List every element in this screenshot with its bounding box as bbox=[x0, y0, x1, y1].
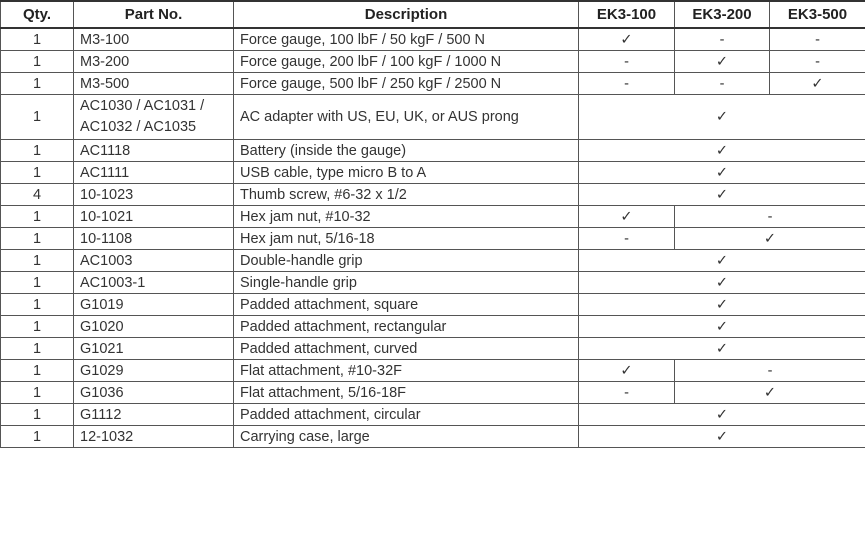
table-row bbox=[1, 228, 865, 250]
not-included-cell: - bbox=[770, 28, 865, 51]
part-no-cell: AC1118 bbox=[74, 140, 234, 162]
not-included-cell: - bbox=[675, 28, 770, 51]
qty-cell: 1 bbox=[1, 382, 74, 404]
description-cell: Battery (inside the gauge) bbox=[234, 140, 579, 162]
table-row bbox=[1, 294, 865, 316]
qty-cell: 1 bbox=[1, 272, 74, 294]
qty-cell: 1 bbox=[1, 140, 74, 162]
table-row bbox=[1, 360, 865, 382]
description-cell: AC adapter with US, EU, UK, or AUS prong bbox=[234, 95, 579, 140]
part-no-cell: G1029 bbox=[74, 360, 234, 382]
header-part-no: Part No. bbox=[74, 1, 234, 28]
header-qty: Qty. bbox=[1, 1, 74, 28]
table-row bbox=[1, 250, 865, 272]
description-cell: Hex jam nut, #10-32 bbox=[234, 206, 579, 228]
table-row bbox=[1, 28, 865, 51]
included-check-cell: ✓ bbox=[579, 140, 865, 162]
part-no-cell: AC1111 bbox=[74, 162, 234, 184]
included-check-cell: ✓ bbox=[579, 338, 865, 360]
part-no-cell: M3-100 bbox=[74, 28, 234, 51]
table-row bbox=[1, 184, 865, 206]
not-included-cell: - bbox=[579, 382, 675, 404]
part-no-cell: G1036 bbox=[74, 382, 234, 404]
table-row bbox=[1, 404, 865, 426]
part-no-cell: 10-1108 bbox=[74, 228, 234, 250]
part-no-cell: G1112 bbox=[74, 404, 234, 426]
qty-cell: 1 bbox=[1, 426, 74, 448]
qty-cell: 1 bbox=[1, 162, 74, 184]
included-check-cell: ✓ bbox=[579, 316, 865, 338]
included-check-cell: ✓ bbox=[579, 28, 675, 51]
qty-cell: 1 bbox=[1, 404, 74, 426]
qty-cell: 1 bbox=[1, 206, 74, 228]
table-row bbox=[1, 140, 865, 162]
included-check-cell: ✓ bbox=[579, 206, 675, 228]
header-row bbox=[1, 1, 865, 28]
description-cell: Force gauge, 500 lbF / 250 kgF / 2500 N bbox=[234, 73, 579, 95]
description-cell: Padded attachment, rectangular bbox=[234, 316, 579, 338]
table-row bbox=[1, 162, 865, 184]
included-check-cell: ✓ bbox=[675, 382, 865, 404]
included-check-cell: ✓ bbox=[579, 404, 865, 426]
header-description: Description bbox=[234, 1, 579, 28]
description-cell: Double-handle grip bbox=[234, 250, 579, 272]
part-no-cell: AC1003-1 bbox=[74, 272, 234, 294]
qty-cell: 4 bbox=[1, 184, 74, 206]
part-no-cell: 10-1021 bbox=[74, 206, 234, 228]
description-cell: Thumb screw, #6-32 x 1/2 bbox=[234, 184, 579, 206]
qty-cell: 1 bbox=[1, 95, 74, 140]
qty-cell: 1 bbox=[1, 294, 74, 316]
included-check-cell: ✓ bbox=[579, 250, 865, 272]
not-included-cell: - bbox=[675, 360, 865, 382]
included-check-cell: ✓ bbox=[770, 73, 865, 95]
description-cell: Padded attachment, square bbox=[234, 294, 579, 316]
included-check-cell: ✓ bbox=[579, 294, 865, 316]
table-row bbox=[1, 426, 865, 448]
description-cell: USB cable, type micro B to A bbox=[234, 162, 579, 184]
not-included-cell: - bbox=[675, 206, 865, 228]
qty-cell: 1 bbox=[1, 28, 74, 51]
part-no-cell: G1021 bbox=[74, 338, 234, 360]
qty-cell: 1 bbox=[1, 250, 74, 272]
part-no-cell: M3-500 bbox=[74, 73, 234, 95]
not-included-cell: - bbox=[579, 51, 675, 73]
included-check-cell: ✓ bbox=[579, 360, 675, 382]
included-check-cell: ✓ bbox=[675, 228, 865, 250]
qty-cell: 1 bbox=[1, 338, 74, 360]
part-no-cell: AC1003 bbox=[74, 250, 234, 272]
table-row bbox=[1, 206, 865, 228]
part-no-cell: 10-1023 bbox=[74, 184, 234, 206]
qty-cell: 1 bbox=[1, 316, 74, 338]
qty-cell: 1 bbox=[1, 51, 74, 73]
not-included-cell: - bbox=[770, 51, 865, 73]
included-check-cell: ✓ bbox=[579, 95, 865, 140]
included-check-cell: ✓ bbox=[579, 184, 865, 206]
part-no-cell: 12-1032 bbox=[74, 426, 234, 448]
table-row bbox=[1, 382, 865, 404]
description-cell: Padded attachment, circular bbox=[234, 404, 579, 426]
description-cell: Hex jam nut, 5/16-18 bbox=[234, 228, 579, 250]
qty-cell: 1 bbox=[1, 360, 74, 382]
included-check-cell: ✓ bbox=[579, 272, 865, 294]
description-cell: Single-handle grip bbox=[234, 272, 579, 294]
table-row bbox=[1, 316, 865, 338]
not-included-cell: - bbox=[579, 228, 675, 250]
not-included-cell: - bbox=[675, 73, 770, 95]
table-row bbox=[1, 73, 865, 95]
description-cell: Force gauge, 200 lbF / 100 kgF / 1000 N bbox=[234, 51, 579, 73]
table-row bbox=[1, 51, 865, 73]
part-no-cell: M3-200 bbox=[74, 51, 234, 73]
included-check-cell: ✓ bbox=[675, 51, 770, 73]
table-row bbox=[1, 95, 865, 140]
header-ek3-500: EK3-500 bbox=[770, 1, 865, 28]
part-no-cell: G1019 bbox=[74, 294, 234, 316]
description-cell: Padded attachment, curved bbox=[234, 338, 579, 360]
part-no-cell: AC1030 / AC1031 / AC1032 / AC1035 bbox=[74, 95, 234, 140]
table-row bbox=[1, 272, 865, 294]
qty-cell: 1 bbox=[1, 228, 74, 250]
part-no-cell: G1020 bbox=[74, 316, 234, 338]
qty-cell: 1 bbox=[1, 73, 74, 95]
header-ek3-100: EK3-100 bbox=[579, 1, 675, 28]
description-cell: Flat attachment, 5/16-18F bbox=[234, 382, 579, 404]
included-check-cell: ✓ bbox=[579, 426, 865, 448]
description-cell: Flat attachment, #10-32F bbox=[234, 360, 579, 382]
description-cell: Force gauge, 100 lbF / 50 kgF / 500 N bbox=[234, 28, 579, 51]
table-row bbox=[1, 338, 865, 360]
description-cell: Carrying case, large bbox=[234, 426, 579, 448]
table-body bbox=[1, 28, 865, 448]
not-included-cell: - bbox=[579, 73, 675, 95]
header-ek3-200: EK3-200 bbox=[675, 1, 770, 28]
included-check-cell: ✓ bbox=[579, 162, 865, 184]
